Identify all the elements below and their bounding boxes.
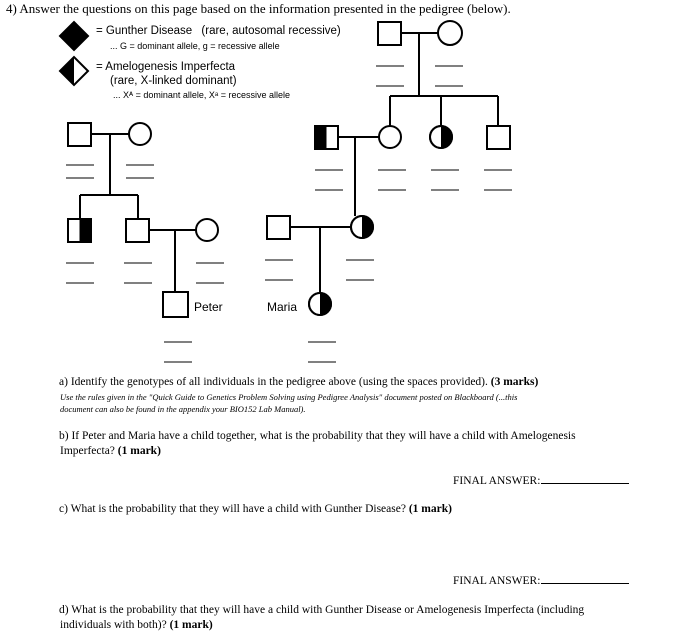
final-answer-b — [453, 475, 629, 487]
question-b-line-2 — [60, 445, 161, 457]
male-symbol — [126, 219, 149, 242]
question-a-letter: a) — [59, 376, 68, 388]
question-number: 4) — [6, 1, 17, 16]
question-b-line-1 — [59, 430, 576, 442]
question-a-note-2: document can also be found in the appendix your BIO152 Lab Manual). — [60, 404, 306, 414]
final-answer-c-blank[interactable] — [541, 582, 629, 584]
question-c-marks: (1 mark) — [408, 503, 452, 515]
question-b-letter: b) — [59, 430, 69, 442]
final-answer-c-label: FINAL ANSWER: — [453, 575, 541, 587]
question-c-letter: c) — [59, 503, 68, 515]
legend-amelo-alleles: ... Xᴬ = dominant allele, Xᵃ = recessive allele — [113, 90, 291, 100]
female-symbol — [196, 219, 218, 241]
final-answer-b-blank[interactable] — [541, 482, 629, 484]
male-symbol — [487, 126, 510, 149]
peter-symbol — [163, 292, 188, 317]
legend-gunther-alleles: ... G = dominant allele, g = recessive allele — [110, 41, 280, 51]
legend-amelo-eq: = Amelogenesis Imperfecta — [96, 61, 236, 73]
question-d-letter: d) — [59, 604, 69, 616]
question-d-marks: (1 mark) — [169, 619, 213, 631]
final-answer-b-label: FINAL ANSWER: — [453, 475, 541, 487]
question-d-text-1: What is the probability that they will have a child with Gunther Disease or Amelogenesis Imperfecta (including — [71, 604, 585, 616]
question-b-text-1: If Peter and Maria have a child together, what is the probability that they will have a child with Amelogenesis — [71, 430, 576, 442]
legend-amelo-detail: (rare, X-linked dominant) — [110, 75, 237, 87]
left-family — [66, 123, 224, 362]
question-a-marks: (3 marks) — [490, 376, 539, 388]
question-a-text: Identify the genotypes of all individuals in the pedigree above (using the spaces provided). — [70, 376, 488, 388]
question-text: Answer the questions on this page based on the information presented in the pedigree (below). — [19, 1, 511, 16]
question-b-text-2: Imperfecta? — [60, 445, 115, 457]
question-a — [59, 376, 538, 388]
female-symbol — [129, 123, 151, 145]
question-d-line-2 — [60, 619, 213, 631]
male-symbol — [68, 123, 91, 146]
female-symbol — [438, 21, 462, 45]
right-family — [265, 21, 512, 362]
legend-gunther-eq: = Gunther Disease — [96, 25, 193, 37]
peter-label: Peter — [194, 300, 223, 314]
legend-gunther — [96, 25, 341, 37]
female-symbol — [379, 126, 401, 148]
male-symbol — [267, 216, 290, 239]
question-c-text: What is the probability that they will have a child with Gunther Disease? — [70, 503, 406, 515]
question-d-line-1 — [59, 604, 584, 616]
legend-amelo-symbol — [60, 57, 88, 85]
legend-gunther-detail: (rare, autosomal recessive) — [201, 25, 341, 37]
maria-label: Maria — [267, 300, 298, 314]
legend-gunther-symbol — [60, 22, 88, 50]
question-a-note-1: Use the rules given in the "Quick Guide to Genetics Problem Solving using Pedigree Analysis" document posted on Blackboard (...this — [60, 392, 518, 402]
question-d-text-2: individuals with both)? — [60, 619, 167, 631]
final-answer-c — [453, 575, 629, 587]
question-c — [59, 503, 452, 515]
male-symbol — [378, 22, 401, 45]
question-b-marks: (1 mark) — [117, 445, 161, 457]
